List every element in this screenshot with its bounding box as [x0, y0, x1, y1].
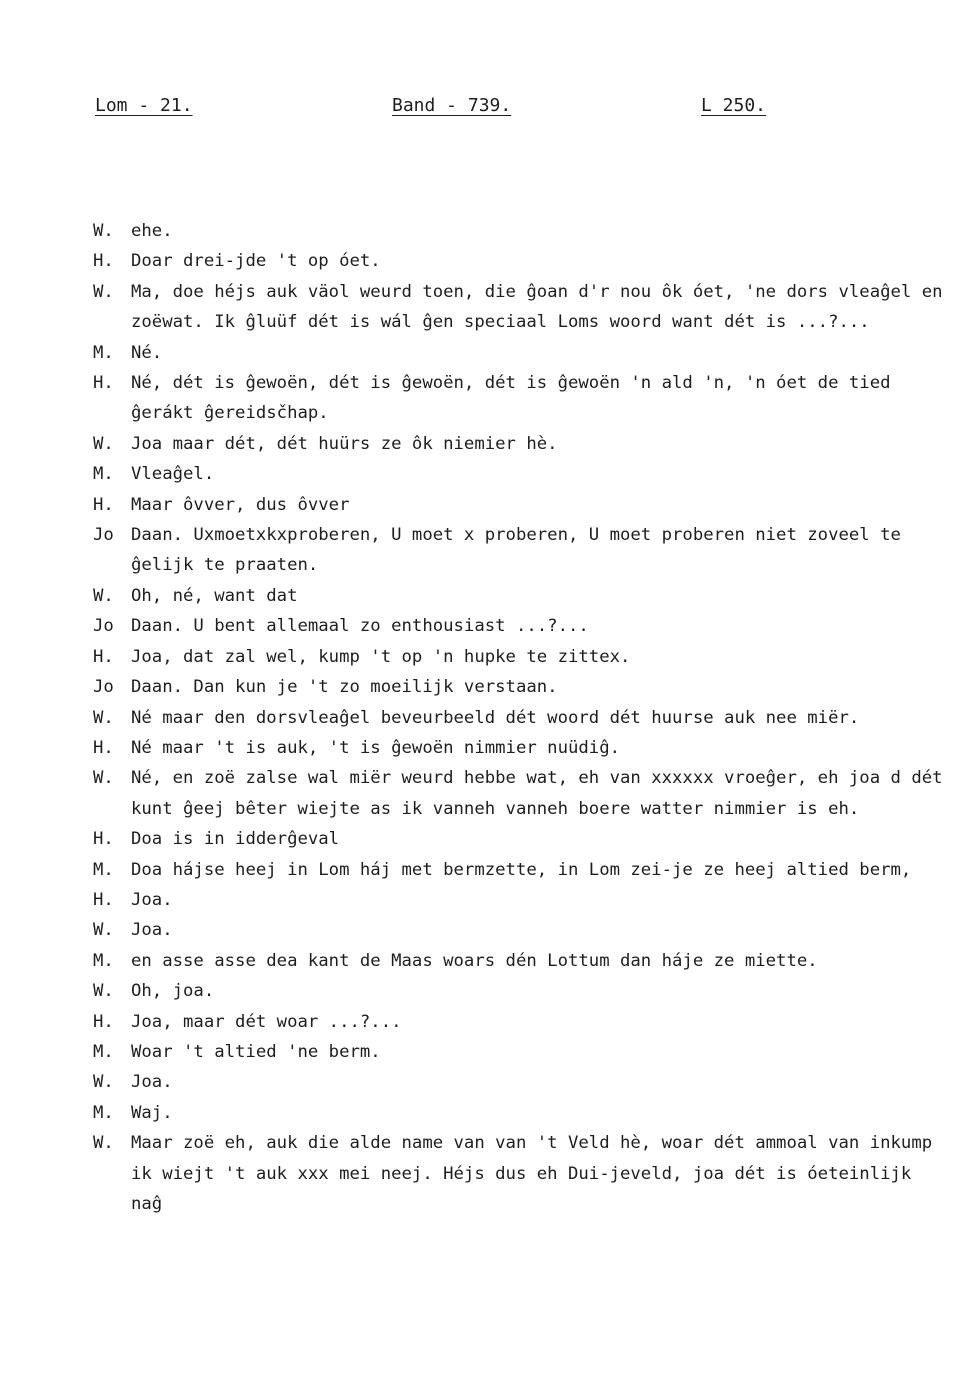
speaker-label: H.	[93, 373, 114, 394]
header-tape-number: Band - 739.	[392, 95, 512, 116]
speech-text: Woar 't altied 'ne berm.	[131, 1041, 381, 1062]
transcript-body	[93, 216, 953, 1219]
speaker-label: W.	[93, 1133, 114, 1154]
speaker-label: H.	[93, 889, 114, 910]
transcript-turn	[93, 733, 943, 763]
speaker-label: M.	[93, 950, 114, 971]
speech-text: Waj.	[131, 1102, 173, 1123]
speech-text: Daan. Dan kun je 't zo moeilijk verstaan.	[131, 677, 558, 698]
speech-text: en asse asse dea kant de Maas woars dén Lottum dan háje ze miette.	[131, 950, 818, 971]
speech-text: Daan. Uxmoetxkxproberen, U moet x proberen, U moet proberen niet zoveel te ĝelijk te praaten.	[131, 525, 912, 576]
speech-text: Ma, doe héjs auk väol weurd toen, die ĝoan d'r nou ôk óet, 'ne dors vleaĝel en zoëwat. Ik ĝluüf dét is wál ĝen speciaal Loms woord want dét is ...?...	[131, 281, 953, 333]
speaker-label: W.	[93, 707, 114, 728]
speaker-label: H.	[93, 494, 114, 515]
transcript-turn	[93, 855, 943, 885]
speaker-label: W.	[93, 281, 114, 302]
transcript-turn	[93, 246, 943, 276]
transcript-turn	[93, 1098, 943, 1128]
speech-text: Doar drei-jde 't op óet.	[131, 251, 381, 272]
speech-text: Joa, maar dét woar ...?...	[131, 1011, 402, 1032]
speech-text: Oh, né, want dat	[131, 585, 298, 606]
transcript-turn	[93, 1007, 943, 1037]
speech-text: Joa, dat zal wel, kump 't op 'n hupke te zittex.	[131, 646, 631, 667]
speech-text: Joa.	[131, 1072, 173, 1093]
page-header	[0, 95, 973, 125]
speaker-label: Jo	[93, 525, 114, 546]
speech-text: Daan. U bent allemaal zo enthousiast ...?...	[131, 616, 589, 637]
speech-text: Vleaĝel.	[131, 464, 215, 485]
transcript-turn	[93, 1037, 943, 1067]
speaker-label: Jo	[93, 677, 114, 698]
speaker-label: M.	[93, 464, 114, 485]
speaker-label: W.	[93, 585, 114, 606]
speech-text: Né, dét is ĝewoën, dét is ĝewoën, dét is ĝewoën 'n ald 'n, 'n óet de tied ĝerákt ĝereidsčhap.	[131, 373, 901, 424]
speaker-label: M.	[93, 1102, 114, 1123]
transcript-turn	[93, 672, 943, 702]
speech-text: Maar zoë eh, auk die alde name van van 't Veld hè, woar dét ammoal van inkump ik wiejt 't auk xxx mei neej. Héjs dus eh Dui-jeveld, joa dét is óeteinlijk naĝ	[131, 1133, 943, 1214]
transcript-turn	[93, 1067, 943, 1097]
transcript-turn	[93, 976, 943, 1006]
transcript-turn	[93, 642, 943, 672]
header-page-number: L 250.	[701, 95, 767, 116]
transcript-turn	[93, 703, 943, 733]
speaker-label: W.	[93, 221, 114, 241]
speaker-label: W.	[93, 920, 114, 941]
speech-text: Né maar den dorsvleaĝel beveurbeeld dét woord dét huurse auk nee miër.	[131, 707, 860, 728]
speech-text: Né maar 't is auk, 't is ĝewoën nimmier nuüdiĝ.	[131, 737, 620, 758]
speech-text: Maar ôvver, dus ôvver	[131, 494, 350, 515]
speech-text: Joa maar dét, dét huürs ze ôk niemier hè.	[131, 433, 558, 454]
transcript-turn	[93, 520, 943, 581]
speech-text: Né.	[131, 342, 163, 363]
speaker-label: Jo	[93, 616, 114, 637]
speaker-label: M.	[93, 1041, 114, 1062]
speaker-label: W.	[93, 1072, 114, 1093]
transcript-turn	[93, 611, 943, 641]
transcript-turn	[93, 216, 943, 246]
speech-text: ehe.	[131, 221, 173, 241]
transcript-turn	[93, 277, 953, 338]
transcript-turn	[93, 1128, 943, 1219]
speaker-label: M.	[93, 859, 114, 880]
speaker-label: W.	[93, 433, 114, 454]
speaker-label: H.	[93, 737, 114, 758]
speech-text: Joa.	[131, 920, 173, 941]
speaker-label: W.	[93, 768, 114, 789]
speaker-label: H.	[93, 1011, 114, 1032]
transcript-turn	[93, 459, 943, 489]
transcript-turn	[93, 429, 943, 459]
transcript-turn	[93, 885, 943, 915]
speaker-label: H.	[93, 251, 114, 272]
transcript-turn	[93, 915, 943, 945]
transcript-turn	[93, 581, 943, 611]
speaker-label: H.	[93, 829, 114, 850]
transcript-turn	[93, 368, 943, 429]
speaker-label: W.	[93, 981, 114, 1002]
transcript-turn	[93, 824, 943, 854]
speaker-label: H.	[93, 646, 114, 667]
speech-text: Né, en zoë zalse wal miër weurd hebbe wat, eh van xxxxxx vroeĝer, eh joa d dét kunt ĝeej bêter wiejte as ik vanneh vanneh boere watter nimmier is eh.	[131, 768, 953, 819]
transcript-turn	[93, 338, 943, 368]
speech-text: Doa is in idderĝeval	[131, 829, 340, 850]
transcript-turn	[93, 946, 943, 976]
transcript-turn	[93, 763, 953, 824]
speaker-label: M.	[93, 342, 114, 363]
speech-text: Joa.	[131, 889, 173, 910]
speech-text: Oh, joa.	[131, 981, 215, 1002]
header-location: Lom - 21.	[95, 95, 193, 116]
transcript-turn	[93, 490, 943, 520]
speech-text: Doa hájse heej in Lom háj met bermzette, in Lom zei-je ze heej altied berm,	[131, 859, 912, 880]
